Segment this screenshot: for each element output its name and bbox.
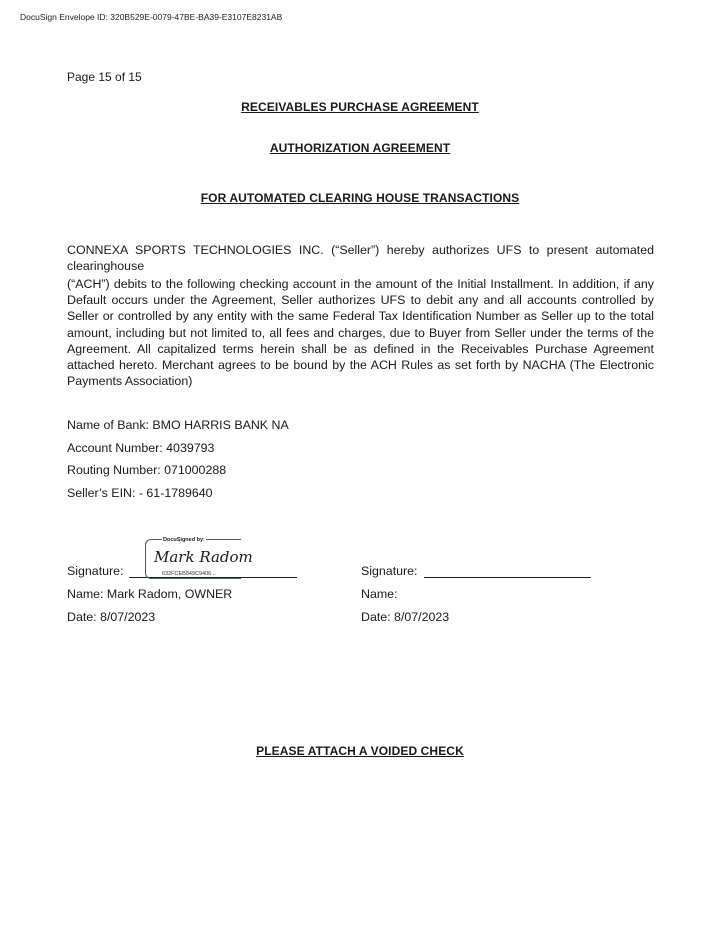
right-signature-label: Signature: — [361, 564, 418, 578]
voided-check-instruction: PLEASE ATTACH A VOIDED CHECK — [256, 744, 464, 758]
seller-ein: Seller’s EIN: - 61-1789640 — [67, 486, 213, 500]
left-signature-label: Signature: — [67, 564, 124, 578]
left-signer-date: Date: 8/07/2023 — [67, 610, 156, 624]
section-heading: FOR AUTOMATED CLEARING HOUSE TRANSACTIONS — [200, 191, 520, 205]
page-number: Page 15 of 15 — [67, 70, 142, 84]
document-title: RECEIVABLES PURCHASE AGREEMENT — [241, 100, 479, 114]
account-number: Account Number: 4039793 — [67, 441, 215, 455]
docusign-label: DocuSigned by: — [163, 537, 205, 543]
handwritten-signature: Mark Radom — [154, 548, 253, 566]
authorization-paragraph-body: (“ACH”) debits to the following checking account in the amount of the Initial Installment. In addition, if any Default occurs under the Agreement, Seller authorizes UFS to debit any and all accounts controlled by Seller or controlled by any entity with the same Federal Tax Identification Number as Seller up to the total amount, including but not limited to, all fees and charges, due to Buyer from Seller under the terms of the Agreement. All capitalized terms herein shall be as defined in the Receivables Purchase Agreement attached hereto. Merchant agrees to be bound by the ACH Rules as set forth by NACHA (The Electronic Payments Association) — [67, 277, 654, 389]
right-signer-date: Date: 8/07/2023 — [361, 610, 450, 624]
bank-name: Name of Bank: BMO HARRIS BANK NA — [67, 418, 289, 432]
routing-number: Routing Number: 071000288 — [67, 463, 227, 477]
document-subtitle: AUTHORIZATION AGREEMENT — [269, 141, 451, 155]
authorization-paragraph-intro: CONNEXA SPORTS TECHNOLOGIES INC. (“Seller”) hereby authorizes UFS to present automated clearinghouse — [67, 243, 654, 274]
docusign-id: 632FCEB849C9406... — [162, 571, 216, 577]
left-signer-name: Name: Mark Radom, OWNER — [67, 587, 233, 601]
envelope-id: DocuSign Envelope ID: 320B529E-0079-47BE-BA39-E3107E8231AB — [20, 12, 283, 22]
right-signer-name: Name: — [361, 587, 398, 601]
right-signature-line — [424, 577, 591, 578]
